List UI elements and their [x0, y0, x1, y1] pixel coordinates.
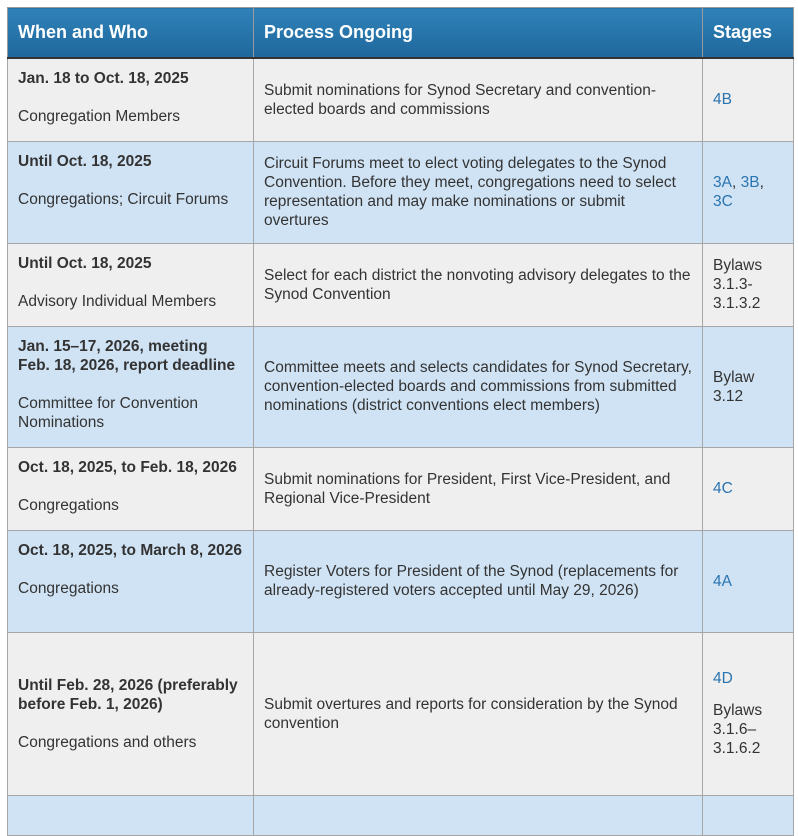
when-who-cell — [8, 632, 254, 795]
table-row — [8, 795, 794, 835]
when-who-cell — [8, 326, 254, 447]
when-who-cell — [8, 243, 254, 326]
when-who-cell — [8, 141, 254, 243]
stages-cell — [703, 243, 794, 326]
row-who: Advisory Individual Members — [18, 292, 217, 310]
stages-cell — [703, 141, 794, 243]
table-row — [8, 58, 794, 141]
stage-link-4a[interactable]: 4A — [713, 572, 732, 590]
stage-link-3b[interactable]: 3B — [740, 174, 760, 191]
schedule-table-wrapper — [7, 7, 793, 836]
table-row — [8, 632, 794, 795]
stages-cell — [703, 58, 794, 141]
table-row — [8, 243, 794, 326]
stage-link-4b[interactable]: 4B — [713, 91, 732, 109]
stages-cell — [703, 795, 794, 835]
row-date: Jan. 18 to Oct. 18, 2025 — [18, 70, 189, 87]
row-date: Oct. 18, 2025, to Feb. 18, 2026 — [18, 458, 237, 476]
process-cell — [254, 795, 703, 835]
when-who-cell — [8, 447, 254, 530]
stage-link-4d[interactable]: 4D — [713, 670, 733, 687]
row-date: Jan. 15–17, 2026, meeting Feb. 18, 2026, report deadline — [18, 337, 236, 374]
process-cell: Submit nominations for President, First Vice-President, and Regional Vice-President — [254, 447, 703, 530]
stage-bylaw-text: Bylaws 3.1.3-3.1.3.2 — [713, 257, 763, 312]
process-cell: Select for each district the nonvoting advisory delegates to the Synod Convention — [254, 243, 703, 326]
header-row — [8, 8, 794, 59]
row-who: Congregations; Circuit Forums — [18, 190, 229, 208]
stage-bylaw-text: Bylaw 3.12 — [713, 368, 755, 405]
process-cell: Submit nominations for Synod Secretary and convention-elected boards and commissions — [254, 58, 703, 141]
stage-link-3c[interactable]: 3C — [713, 193, 733, 210]
table-row — [8, 530, 794, 632]
row-who: Congregations — [18, 579, 119, 597]
table-row — [8, 326, 794, 447]
stage-link-4c[interactable]: 4C — [713, 480, 733, 497]
row-who: Congregations — [18, 496, 119, 514]
schedule-table — [7, 7, 794, 836]
when-who-cell — [8, 795, 254, 835]
table-row — [8, 447, 794, 530]
stages-cell — [703, 632, 794, 795]
row-who: Congregations and others — [18, 733, 197, 751]
process-cell: Circuit Forums meet to elect voting delegates to the Synod Convention. Before they meet, congregations need to select representation and may make nominations or submit overtures — [254, 141, 703, 243]
stage-separator: , — [759, 174, 764, 191]
stage-separator: , — [731, 174, 741, 191]
row-who: Committee for Convention Nominations — [18, 394, 199, 431]
stages-cell — [703, 530, 794, 632]
stages-cell — [703, 326, 794, 447]
when-who-cell — [8, 530, 254, 632]
when-who-cell — [8, 58, 254, 141]
stage-link-3a[interactable]: 3A — [713, 174, 732, 191]
row-date: Until Oct. 18, 2025 — [18, 254, 152, 272]
process-cell: Register Voters for President of the Synod (replacements for already-registered voters accepted until May 29, 2026) — [254, 530, 703, 632]
process-cell: Submit overtures and reports for consideration by the Synod convention — [254, 632, 703, 795]
stage-bylaw-text: Bylaws 3.1.6–3.1.6.2 — [713, 702, 763, 757]
table-row — [8, 141, 794, 243]
row-who: Congregation Members — [18, 108, 180, 125]
row-date: Until Oct. 18, 2025 — [18, 152, 152, 170]
header-process-ongoing: Process Ongoing — [254, 8, 703, 59]
row-date: Until Feb. 28, 2026 (preferably before Feb. 1, 2026) — [18, 676, 238, 713]
process-cell: Committee meets and selects candidates for Synod Secretary, convention-elected boards and commissions from submitted nominations (district conventions elect members) — [254, 326, 703, 447]
row-date: Oct. 18, 2025, to March 8, 2026 — [18, 541, 243, 559]
header-when-and-who: When and Who — [8, 8, 254, 59]
stages-cell — [703, 447, 794, 530]
header-stages: Stages — [703, 8, 794, 59]
